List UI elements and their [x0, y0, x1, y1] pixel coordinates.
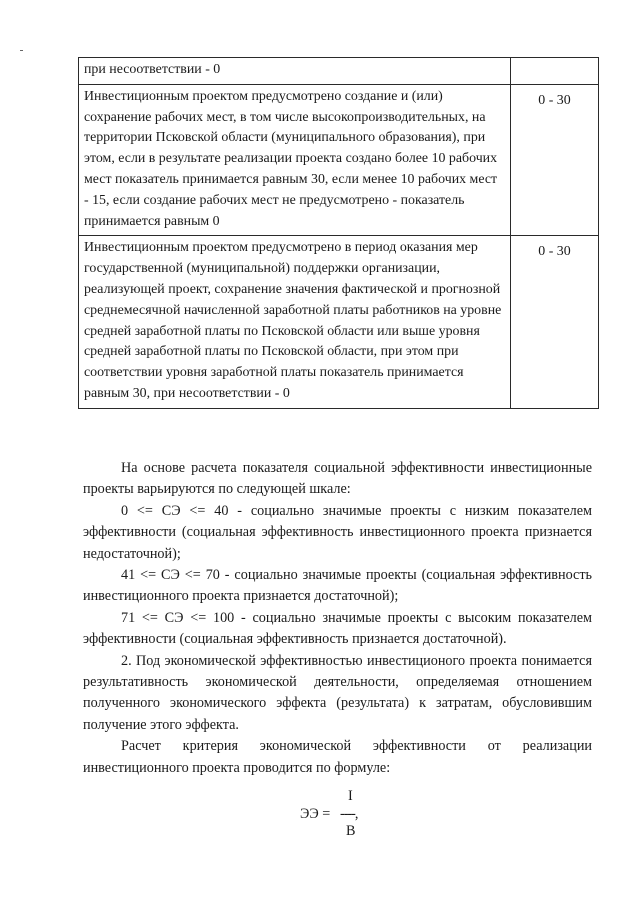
- body-text: [83, 458, 592, 779]
- formula-numerator: I: [348, 788, 353, 804]
- formula-denominator: B: [346, 823, 356, 839]
- economic-efficiency-formula: [300, 788, 390, 838]
- criterion-score: [511, 58, 599, 85]
- criterion-description: при несоответствии - 0: [79, 58, 511, 85]
- table-row: [79, 236, 599, 408]
- paragraph-formula-intro: Расчет критерия экономической эффективности от реализации инвестиционного проекта проводится по формуле:: [83, 738, 592, 776]
- table-row: [79, 58, 599, 85]
- criterion-score: 0 - 30: [511, 84, 599, 236]
- scan-mark: [20, 50, 23, 51]
- paragraph-low-efficiency: 0 <= СЭ <= 40 - социально значимые проекты с низким показателем эффективности (социальная эффективность инвестиционного проекта признается недостаточной);: [83, 502, 592, 562]
- formula-lhs: ЭЭ =: [300, 806, 331, 822]
- paragraph-medium-efficiency: 41 <= СЭ <= 70 - социально значимые проекты (социальная эффективность инвестиционного проекта признается достаточной);: [83, 567, 592, 605]
- paragraph-economic-definition: 2. Под экономической эффективностью инвестиционого проекта понимается результативность экономической деятельности, определяемая отношением полученного экономического эффекта (результата) к затратам, обусловившим получение этого эффекта.: [83, 652, 592, 733]
- paragraph-scale-intro: На основе расчета показателя социальной эффективности инвестиционные проекты варьируются по следующей шкале:: [83, 460, 592, 498]
- criterion-score: 0 - 30: [511, 236, 599, 408]
- paragraph-high-efficiency: 71 <= СЭ <= 100 - социально значимые проекты с высоким показателем эффективности (социальная эффективность признается достаточной).: [83, 609, 592, 648]
- table-row: [79, 84, 599, 236]
- criterion-description: Инвестиционным проектом предусмотрено создание и (или) сохранение рабочих мест, в том числе высокопроизводительных, на территории Псковской области (муниципального образования), при этом, если в результате реализации проекта создано более 10 рабочих мест показатель принимается равным 30, если менее 10 рабочих мест - 15, если создание рабочих мест не предусмотрено - показатель принимается равным 0: [79, 84, 511, 236]
- criterion-description: Инвестиционным проектом предусмотрено в период оказания мер государственной (муниципальной) поддержки организации, реализующей проект, сохранение значения фактической и прогнозной среднемесячной начисленной заработной платы работников на уровне средней заработной платы по Псковской области или выше уровня средней заработной платы по Псковской области, при этом при соответствии уровня заработной платы показатель принимается равным 30, при несоответствии - 0: [79, 236, 511, 408]
- criteria-table: [78, 57, 599, 409]
- formula-fraction-line: ----,: [340, 806, 358, 822]
